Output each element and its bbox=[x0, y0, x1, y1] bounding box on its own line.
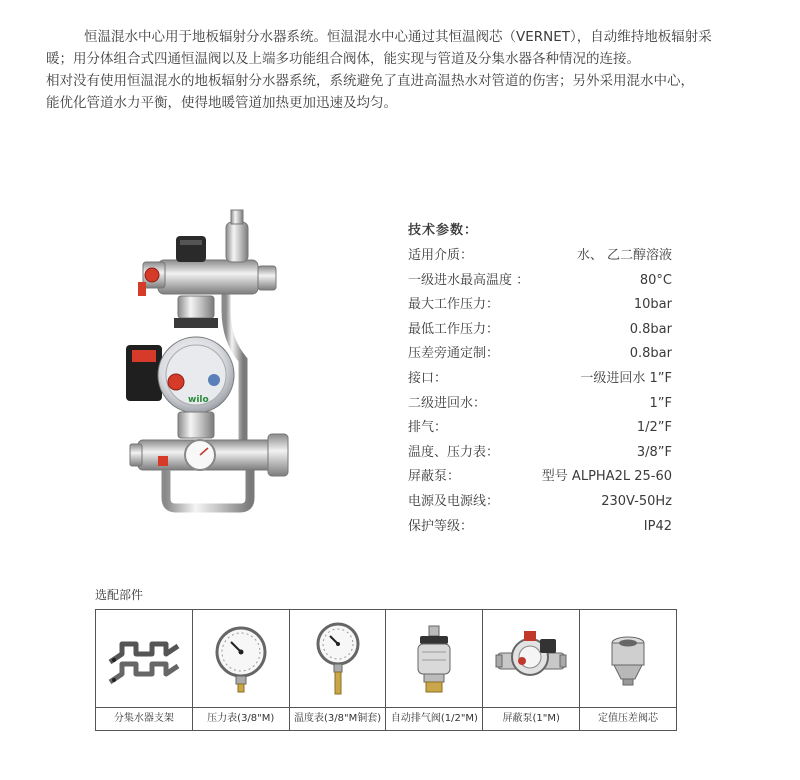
accessories-title: 选配部件 bbox=[95, 588, 144, 602]
spec-value: 80°C bbox=[639, 272, 672, 288]
accessory-cell bbox=[386, 610, 483, 730]
spec-value: 230V-50Hz bbox=[601, 493, 672, 509]
circulation-pump-icon bbox=[494, 627, 568, 691]
spec-row bbox=[408, 490, 678, 515]
pressure-gauge-icon bbox=[211, 622, 271, 696]
spec-label: 适用介质： bbox=[408, 248, 474, 263]
spec-value: 一级进回水 1”F bbox=[580, 370, 672, 386]
accessory-label: 分集水器支架 bbox=[113, 713, 174, 724]
spec-label: 最大工作压力： bbox=[408, 297, 500, 313]
spec-row bbox=[408, 293, 678, 318]
spec-row bbox=[408, 392, 678, 417]
spec-row bbox=[408, 269, 678, 294]
spec-label: 排气： bbox=[408, 420, 448, 436]
accessory-label: 温度表(3/8"M铜套) bbox=[294, 713, 382, 724]
accessory-cell bbox=[483, 610, 580, 730]
spec-row bbox=[408, 367, 678, 392]
spec-value: 0.8bar bbox=[629, 321, 672, 337]
accessory-label: 自动排气阀(1/2"M) bbox=[390, 713, 478, 724]
spec-row bbox=[408, 342, 678, 367]
spec-title: 技术参数： bbox=[408, 223, 479, 238]
accessory-label: 定值压差阀芯 bbox=[598, 713, 659, 724]
spec-row bbox=[408, 318, 678, 343]
accessory-label: 压力表(3/8"M) bbox=[207, 713, 275, 724]
spec-label: 一级进水最高温度 ： bbox=[408, 272, 530, 288]
spec-row bbox=[408, 244, 678, 269]
accessory-label: 屏蔽泵(1"M) bbox=[502, 713, 560, 724]
spec-label: 保护等级： bbox=[408, 518, 474, 534]
spec-value: 水、 乙二醇溶液 bbox=[576, 248, 672, 263]
spec-row bbox=[408, 441, 678, 466]
intro-text bbox=[46, 26, 746, 114]
spec-label: 电源及电源线： bbox=[408, 493, 500, 509]
accessory-cell bbox=[290, 610, 387, 730]
spec-row bbox=[408, 515, 678, 540]
mixing-center-image bbox=[118, 200, 298, 530]
accessory-cell bbox=[96, 610, 193, 730]
spec-label: 屏蔽泵： bbox=[408, 469, 461, 485]
spec-value: 型号 ALPHA2L 25-60 bbox=[541, 469, 672, 485]
spec-value: 1”F bbox=[649, 395, 672, 411]
pump-brand-text: wilo bbox=[188, 395, 209, 405]
spec-label: 温度、压力表： bbox=[408, 444, 500, 460]
mixing-center-illustration bbox=[118, 200, 298, 530]
tech-spec-panel bbox=[408, 220, 678, 539]
intro-line-4: 能优化管道水力平衡，使得地暖管道加热更加迅速及均匀。 bbox=[46, 95, 397, 111]
spec-row bbox=[408, 465, 678, 490]
accessory-cell bbox=[580, 610, 676, 730]
bracket-icon bbox=[102, 624, 186, 694]
accessory-cell bbox=[193, 610, 290, 730]
accessories-table bbox=[95, 609, 677, 731]
intro-line-3: 相对没有使用恒温混水的地板辐射分水器系统，系统避免了直进高温热水对管道的伤害；另外采用混水中心， bbox=[46, 73, 694, 89]
spec-label: 二级进回水： bbox=[408, 395, 487, 411]
spec-value: IP42 bbox=[643, 518, 672, 534]
intro-line-1: 恒温混水中心用于地板辐射分水器系统。恒温混水中心通过其恒温阀芯（VERNET），自动维持地板辐射采 bbox=[84, 29, 712, 45]
spec-value: 0.8bar bbox=[629, 346, 672, 362]
thermometer-gauge-icon bbox=[313, 620, 363, 698]
spec-row bbox=[408, 416, 678, 441]
spec-value: 10bar bbox=[633, 297, 672, 313]
intro-line-2: 暖；用分体组合式四通恒温阀以及上端多功能组合阀体，能实现与管道及分集水器各种情况的连接。 bbox=[46, 51, 640, 67]
air-vent-valve-icon bbox=[412, 622, 456, 696]
spec-label: 压差旁通定制： bbox=[408, 346, 500, 362]
spec-value: 1/2”F bbox=[636, 420, 672, 436]
spec-label: 接口： bbox=[408, 370, 448, 386]
spec-value: 3/8”F bbox=[636, 444, 672, 460]
pressure-valve-core-icon bbox=[603, 629, 653, 689]
spec-label: 最低工作压力： bbox=[408, 321, 500, 337]
